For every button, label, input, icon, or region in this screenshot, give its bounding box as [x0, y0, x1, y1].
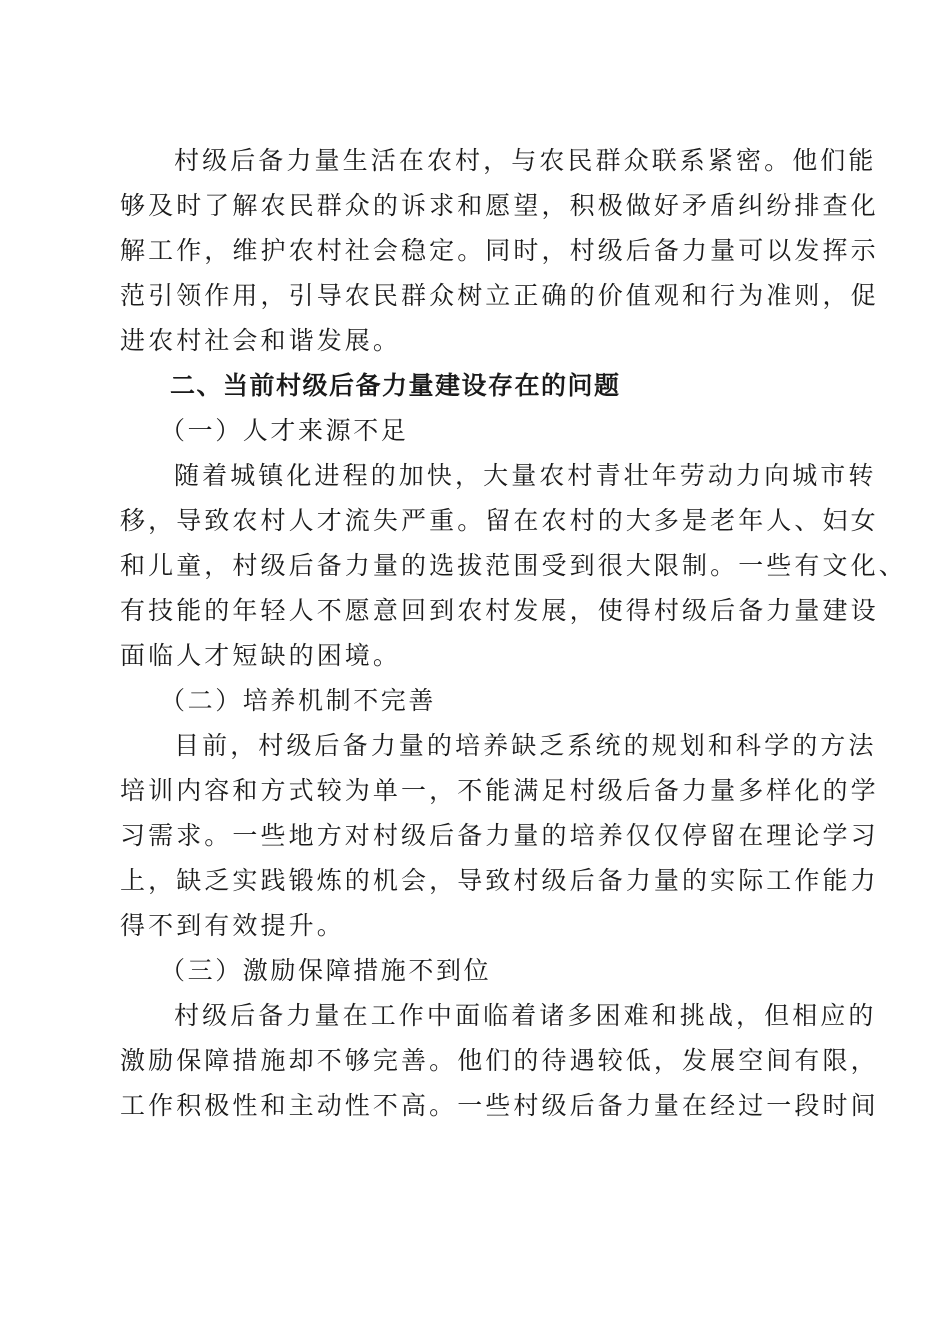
- text-line: 进农村社会和谐发展。: [120, 326, 402, 355]
- text-line: 解工作，维护农村社会稳定。同时，村级后备力量可以发挥示: [120, 236, 879, 265]
- text-line: 和儿童，村级后备力量的选拔范围受到很大限制。一些有文化、: [120, 551, 907, 580]
- paragraph-intro: [120, 138, 879, 363]
- text-line: 移，导致农村人才流失严重。留在农村的大多是老年人、妇女: [120, 506, 879, 535]
- subsection-heading: （一）人才来源不足: [160, 416, 409, 445]
- subsection-heading: （三）激励保障措施不到位: [160, 956, 492, 985]
- text-line: 培训内容和方式较为单一，不能满足村级后备力量多样化的学: [120, 776, 879, 805]
- document-body: [120, 138, 907, 1128]
- text-line: 随着城镇化进程的加快，大量农村青壮年劳动力向城市转: [174, 461, 877, 490]
- text-line: 得不到有效提升。: [120, 911, 345, 940]
- text-line: 范引领作用，引导农民群众树立正确的价值观和行为准则，促: [120, 281, 879, 310]
- text-line: 有技能的年轻人不愿意回到农村发展，使得村级后备力量建设: [120, 596, 879, 625]
- text-line: 激励保障措施却不够完善。他们的待遇较低，发展空间有限，: [120, 1046, 879, 1075]
- text-line: 面临人才短缺的困境。: [120, 641, 402, 670]
- text-line: 工作积极性和主动性不高。一些村级后备力量在经过一段时间: [120, 1091, 879, 1120]
- text-line: 上，缺乏实践锻炼的机会，导致村级后备力量的实际工作能力: [120, 866, 879, 895]
- subsection-2: [120, 678, 879, 948]
- subsection-heading: （二）培养机制不完善: [160, 686, 437, 715]
- section-heading: 二、当前村级后备力量建设存在的问题: [170, 371, 621, 400]
- text-line: 村级后备力量在工作中面临着诸多困难和挑战，但相应的: [174, 1001, 877, 1030]
- subsection-3: [120, 948, 879, 1128]
- subsection-1: [120, 408, 907, 678]
- text-line: 村级后备力量生活在农村，与农民群众联系紧密。他们能: [174, 146, 877, 175]
- text-line: 习需求。一些地方对村级后备力量的培养仅仅停留在理论学习: [120, 821, 879, 850]
- text-line: 目前，村级后备力量的培养缺乏系统的规划和科学的方法: [174, 731, 877, 760]
- text-line: 够及时了解农民群众的诉求和愿望，积极做好矛盾纠纷排查化: [120, 191, 879, 220]
